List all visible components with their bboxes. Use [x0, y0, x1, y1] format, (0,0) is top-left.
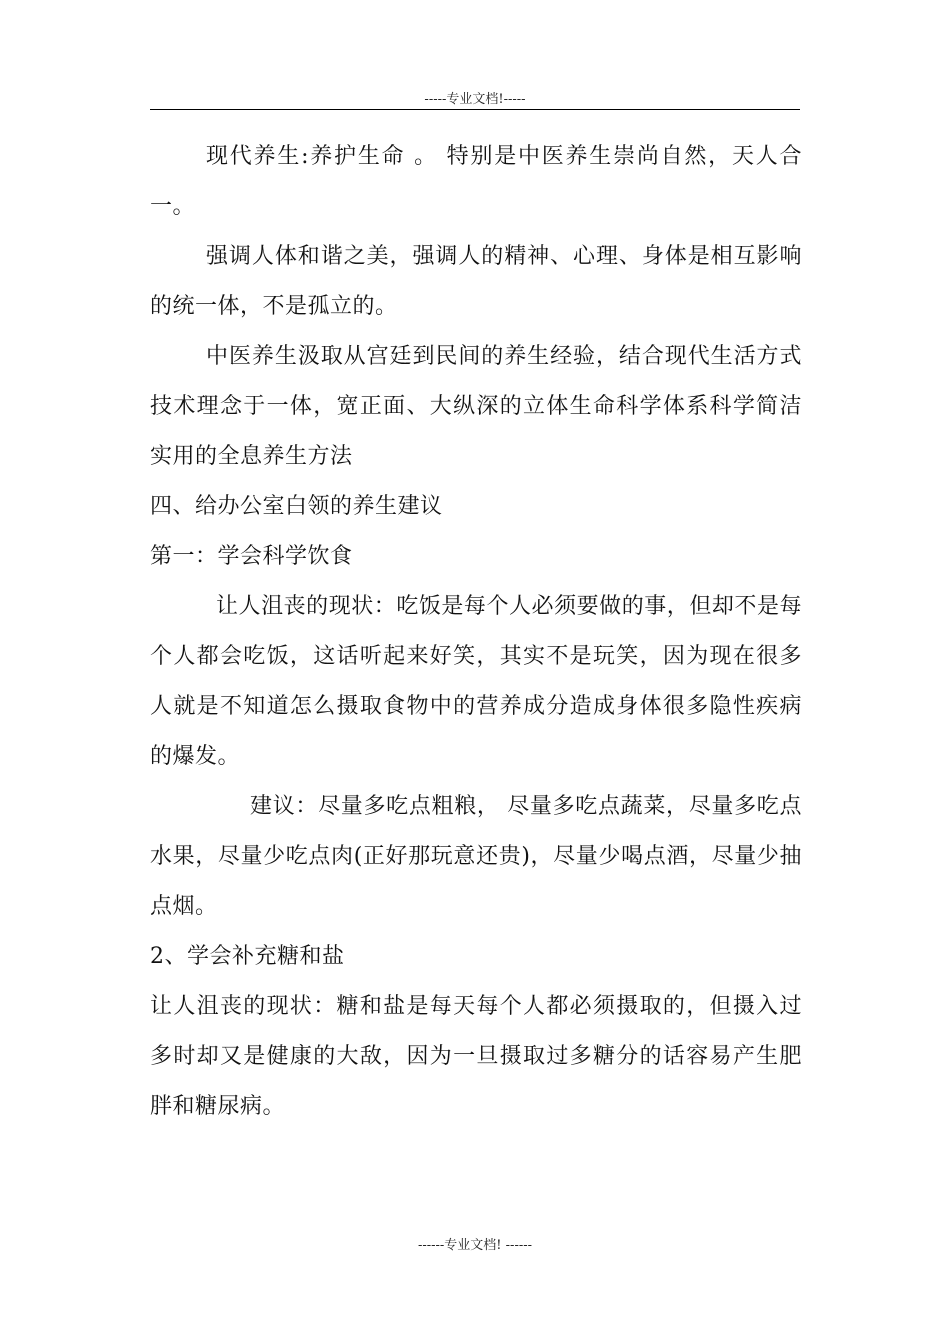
paragraph-sugar-salt-status: 让人沮丧的现状：糖和盐是每天每个人都必须摄取的，但摄入过多时却又是健康的大敌，因为一旦摄取过多糖分的话容易产生肥胖和糖尿病。 [150, 994, 802, 1119]
document-body [150, 132, 802, 1132]
page-header: -----专业文档!----- [424, 92, 526, 107]
paragraph-harmony: 强调人体和谐之美，强调人的精神、心理、身体是相互影响的统一体，不是孤立的。 [150, 244, 802, 319]
header-divider [150, 109, 800, 110]
paragraph-tcm-methods: 中医养生汲取从宫廷到民间的养生经验，结合现代生活方式技术理念于一体，宽正面、大纵深的立体生命科学体系科学简洁实用的全息养生方法 [150, 344, 802, 469]
page-footer: ------专业文档! ------ [417, 1238, 533, 1253]
subheading-diet: 第一：学会科学饮食 [150, 544, 353, 569]
subheading-sugar-salt: 2、学会补充糖和盐 [150, 944, 345, 969]
section-heading-advice: 四、给办公室白领的养生建议 [150, 494, 443, 519]
paragraph-diet-advice: 建议：尽量多吃点粗粮， 尽量多吃点蔬菜，尽量多吃点水果，尽量少吃点肉(正好那玩意还贵)，尽量少喝点酒，尽量少抽点烟。 [150, 794, 802, 919]
paragraph-modern-health: 现代养生:养护生命 。 特别是中医养生崇尚自然，天人合一。 [150, 144, 802, 219]
paragraph-diet-status: 让人沮丧的现状：吃饭是每个人必须要做的事，但却不是每个人都会吃饭，这话听起来好笑，其实不是玩笑，因为现在很多人就是不知道怎么摄取食物中的营养成分造成身体很多隐性疾病的爆发。 [150, 594, 802, 769]
